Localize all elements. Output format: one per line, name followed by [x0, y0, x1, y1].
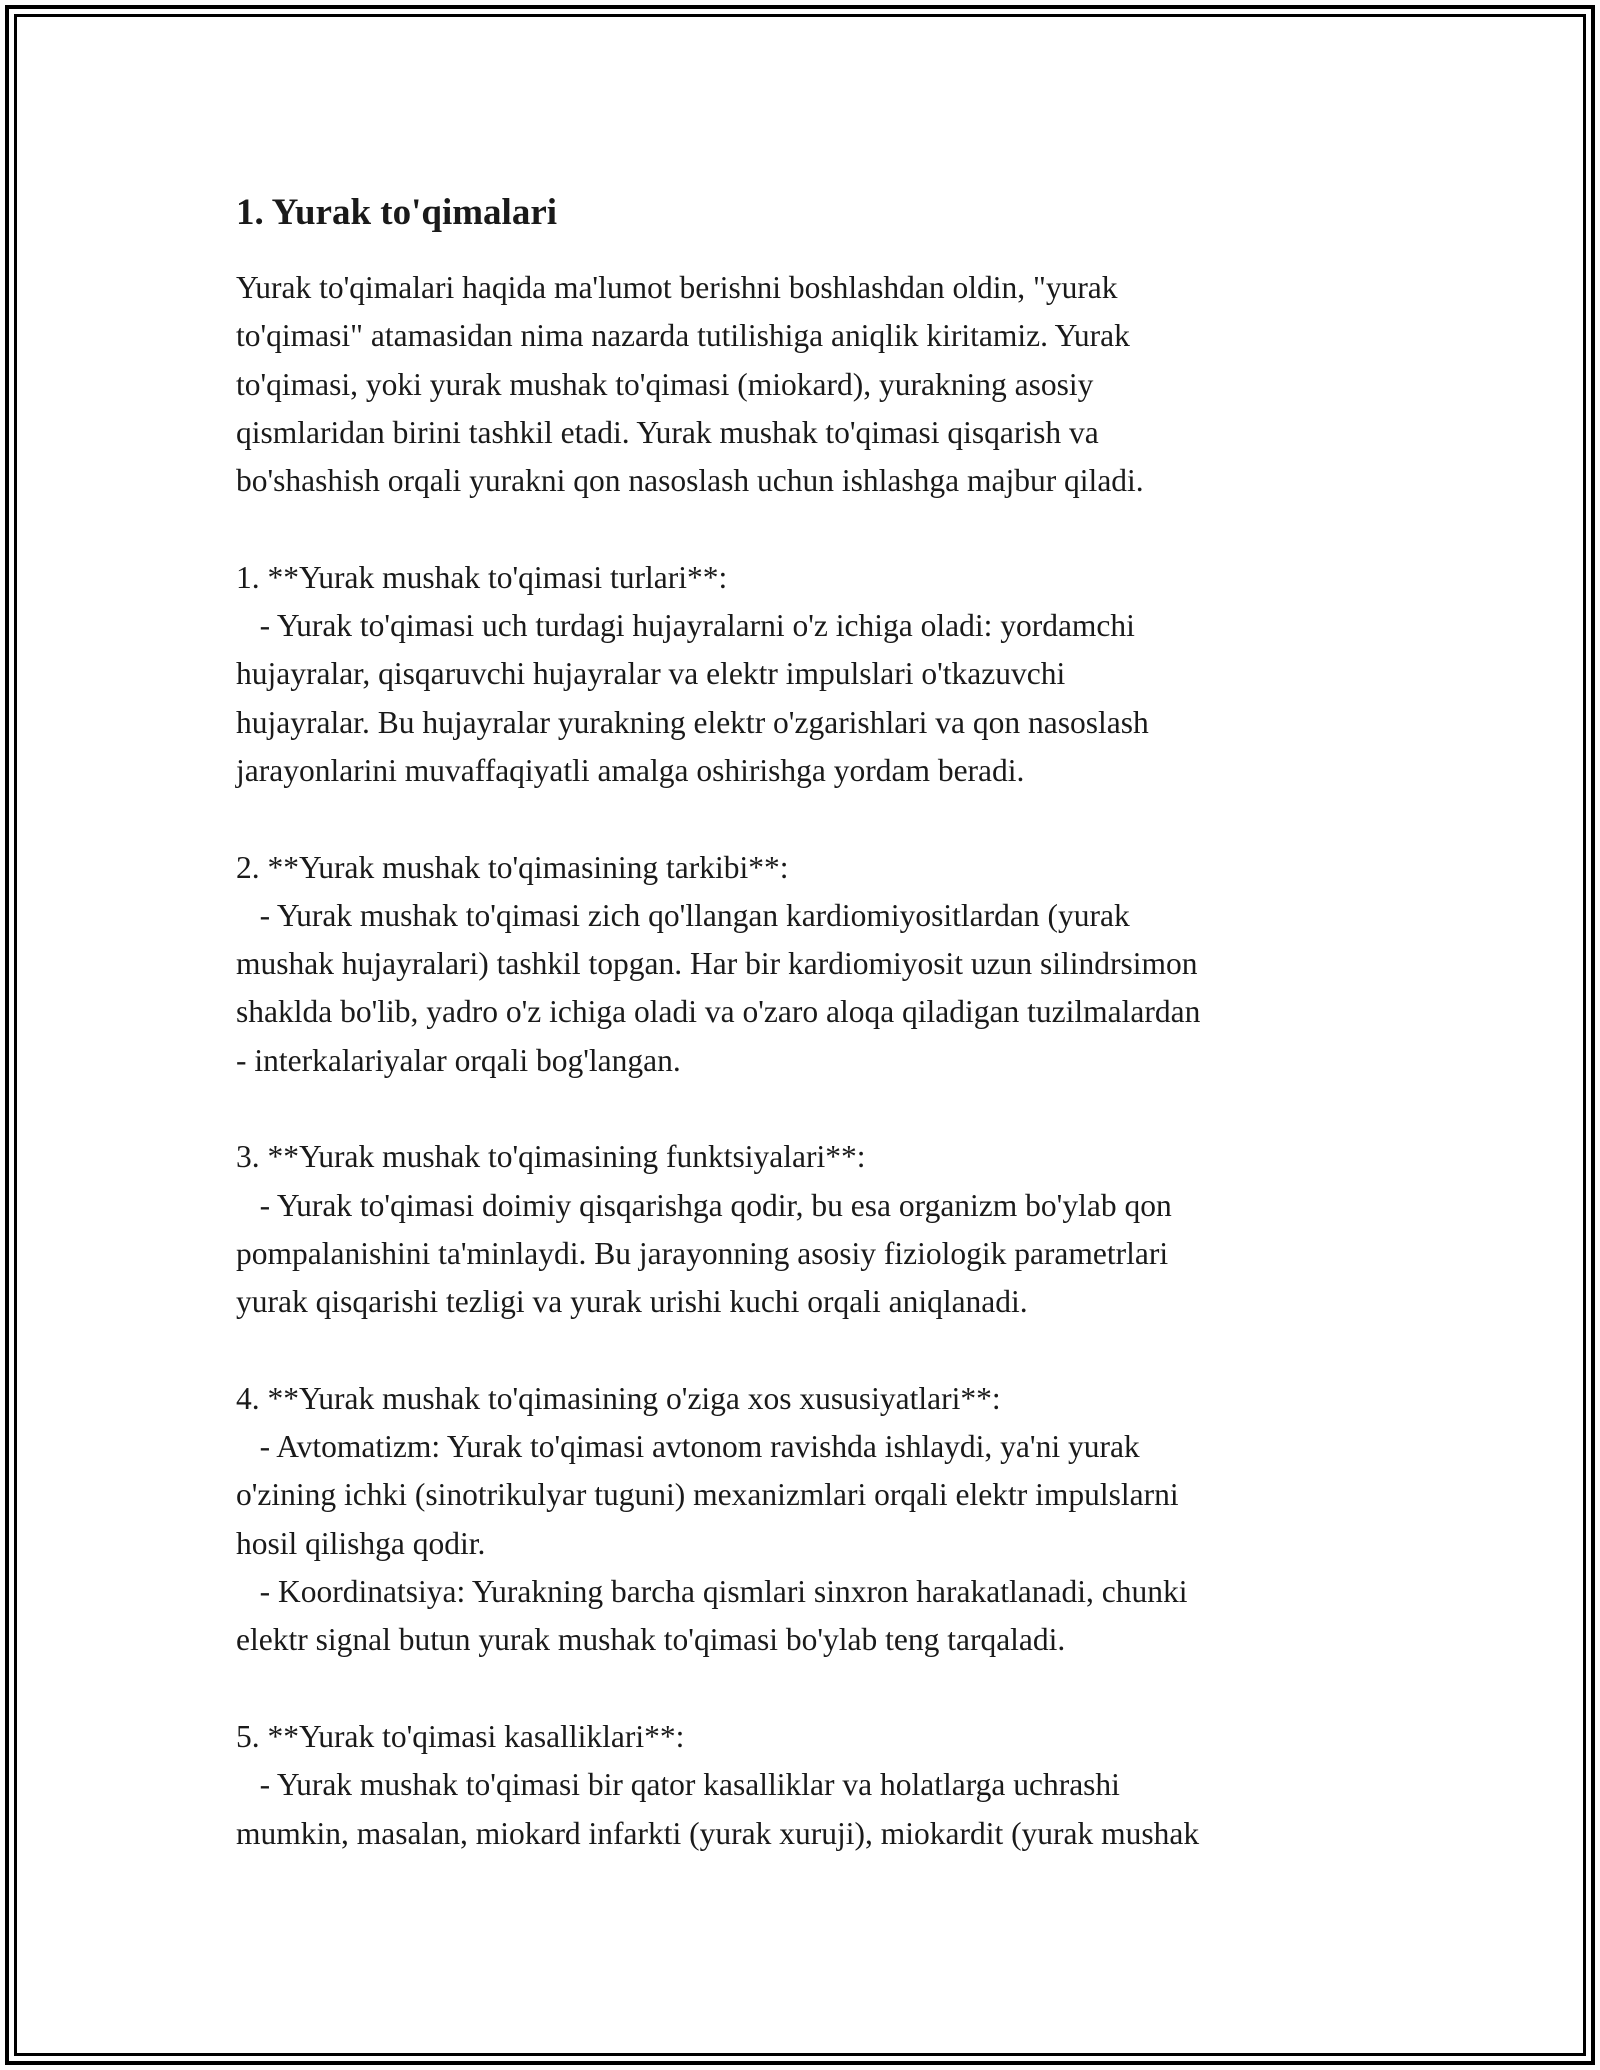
text-line: yurak qisqarishi tezligi va yurak urishi kuchi orqali aniqlanadi. [236, 1284, 1028, 1320]
text-line: - Yurak to'qimasi doimiy qisqarishga qodir, bu esa organizm bo'ylab qon [236, 1187, 1172, 1223]
paragraph-spacer [236, 505, 1386, 553]
text-line: qismlaridan birini tashkil etadi. Yurak mushak to'qimasi qisqarish va [236, 414, 1099, 450]
text-line: hujayralar, qisqaruvchi hujayralar va elektr impulslari o'tkazuvchi [236, 656, 1066, 692]
paragraph-spacer [236, 795, 1386, 843]
paragraph-spacer [236, 1327, 1386, 1375]
section-1 [236, 554, 1386, 795]
text-line: to'qimasi, yoki yurak mushak to'qimasi (miokard), yurakning asosiy [236, 366, 1094, 402]
text-line: o'zining ichki (sinotrikulyar tuguni) mexanizmlari orqali elektr impulslarni [236, 1477, 1179, 1513]
section-heading: 5. **Yurak to'qimasi kasalliklari**: [236, 1718, 685, 1754]
section-heading: 3. **Yurak mushak to'qimasining funktsiyalari**: [236, 1139, 866, 1175]
text-line: - Yurak mushak to'qimasi bir qator kasalliklar va holatlarga uchrashi [236, 1767, 1120, 1803]
paragraph-spacer [236, 1085, 1386, 1133]
text-line: bo'shashish orqali yurakni qon nasoslash uchun ishlashga majbur qiladi. [236, 463, 1144, 499]
text-line: hosil qilishga qodir. [236, 1525, 486, 1561]
text-line: elektr signal butun yurak mushak to'qimasi bo'ylab teng tarqaladi. [236, 1622, 1066, 1658]
text-line: jarayonlarini muvaffaqiyatli amalga oshirishga yordam beradi. [236, 752, 1025, 788]
section-2 [236, 844, 1386, 1085]
section-heading: 1. **Yurak mushak to'qimasi turlari**: [236, 559, 728, 595]
text-line: pompalanishini ta'minlaydi. Bu jarayonning asosiy fiziologik parametrlari [236, 1235, 1169, 1271]
section-4 [236, 1375, 1386, 1665]
text-line: - Yurak mushak to'qimasi zich qo'llangan kardiomiyositlardan (yurak [236, 897, 1130, 933]
section-5 [236, 1713, 1386, 1858]
section-3 [236, 1133, 1386, 1326]
text-line: - Yurak to'qimasi uch turdagi hujayralarni o'z ichiga oladi: yordamchi [236, 608, 1135, 644]
text-line: - Koordinatsiya: Yurakning barcha qismlari sinxron harakatlanadi, chunki [236, 1574, 1188, 1610]
text-line: - interkalariyalar orqali bog'langan. [236, 1042, 681, 1078]
text-line: Yurak to'qimalari haqida ma'lumot berishni boshlashdan oldin, "yurak [236, 270, 1118, 305]
document-title: 1. Yurak to'qimalari [236, 192, 558, 233]
paragraph-spacer [236, 1665, 1386, 1713]
text-line: - Avtomatizm: Yurak to'qimasi avtonom ravishda ishlaydi, ya'ni yurak [236, 1429, 1140, 1465]
text-line: mumkin, masalan, miokard infarkti (yurak xuruji), miokardit (yurak mushak [236, 1815, 1200, 1851]
text-line: mushak hujayralari) tashkil topgan. Har bir kardiomiyosit uzun silindrsimon [236, 946, 1198, 982]
text-line: hujayralar. Bu hujayralar yurakning elektr o'zgarishlari va qon nasoslash [236, 704, 1149, 740]
intro-paragraph [236, 264, 1386, 505]
section-heading: 2. **Yurak mushak to'qimasining tarkibi**: [236, 849, 789, 885]
text-line: to'qimasi" atamasidan nima nazarda tutilishiga aniqlik kiritamiz. Yurak [236, 318, 1130, 354]
section-heading: 4. **Yurak mushak to'qimasining o'ziga xos xususiyatlari**: [236, 1380, 1001, 1416]
document-page [236, 184, 1386, 1858]
text-line: shaklda bo'lib, yadro o'z ichiga oladi va o'zaro aloqa qiladigan tuzilmalardan [236, 994, 1201, 1030]
